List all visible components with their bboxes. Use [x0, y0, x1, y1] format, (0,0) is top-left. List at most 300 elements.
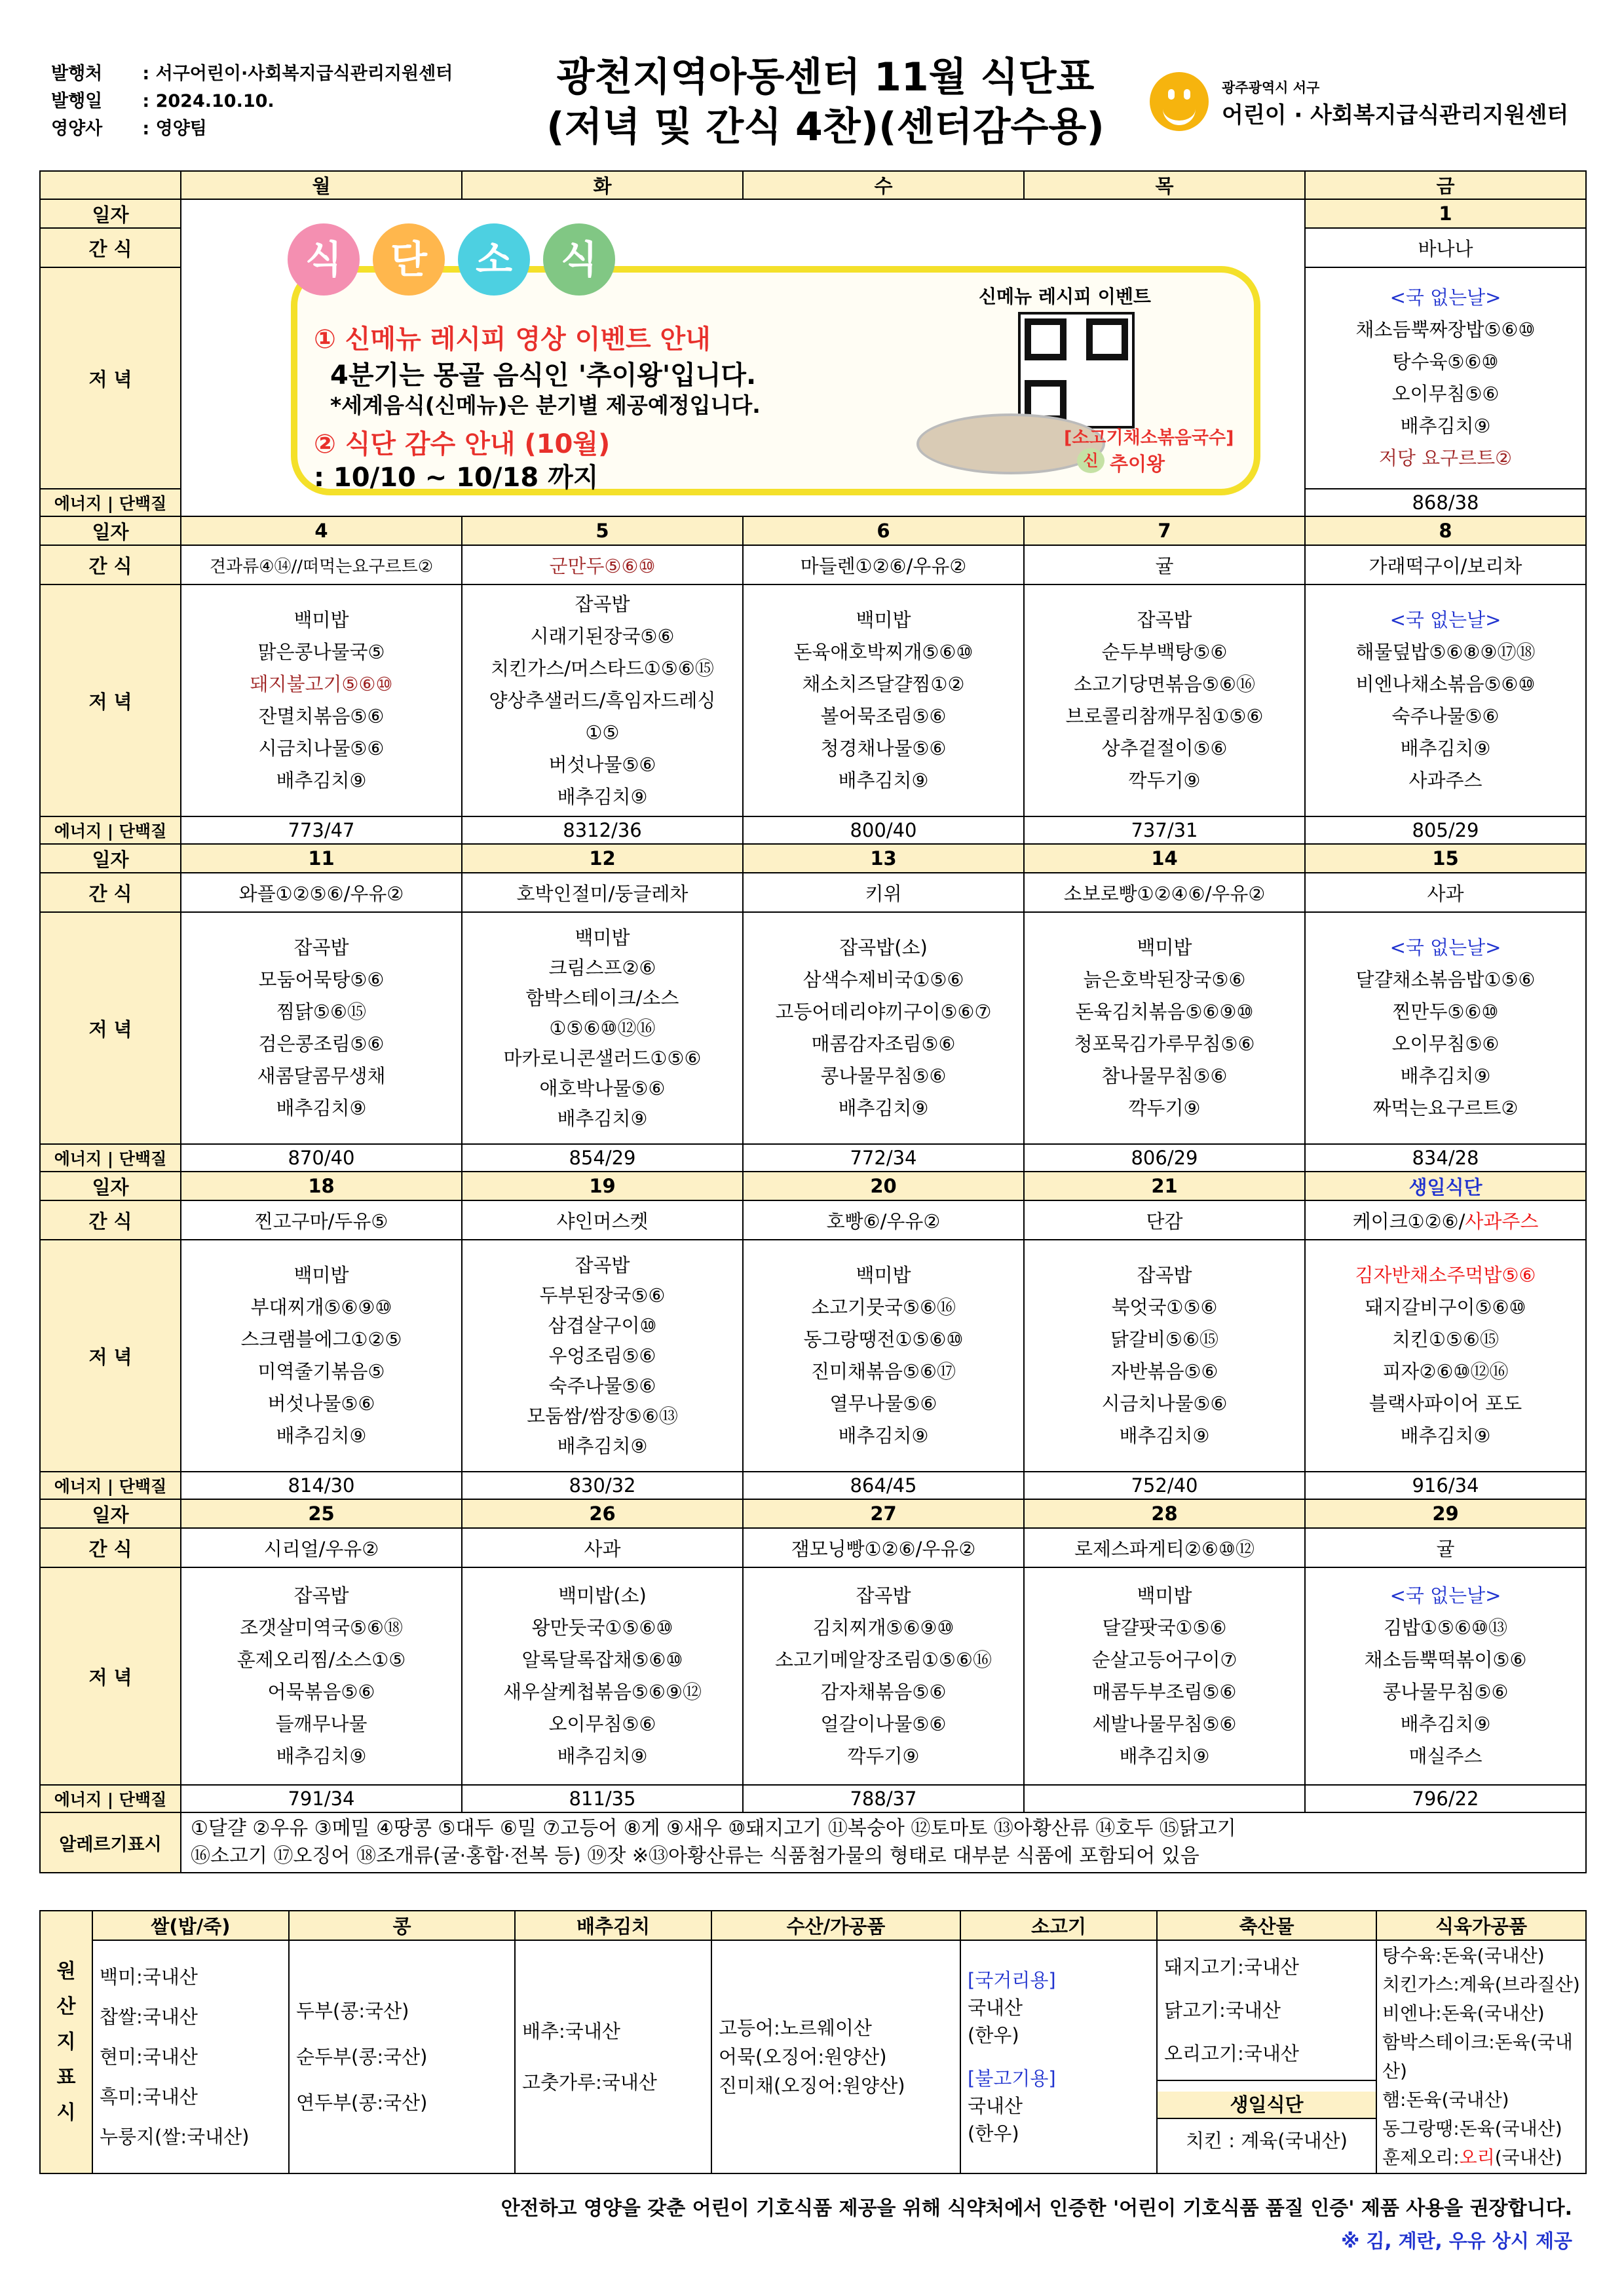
menu-item: 훈제오리찜/소스①⑤ [236, 1649, 406, 1671]
origin-processed: 탕수육:돈육(국내산) 치킨가스:계육(브라질산) 비엔나:돈육(국내산) 함박스테이크:돈육(국내산) 햄:돈육(국내산) 동그랑땡:돈육(국내산) 훈제오리:오리(국내산) [1376, 1940, 1586, 2173]
menu-item: 버섯나물⑤⑥ [267, 1392, 375, 1415]
menu-item: 모둠어묵탕⑤⑥ [258, 968, 385, 991]
menu-item: 상추겉절이⑤⑥ [1101, 737, 1228, 759]
energy-cell: 791/34 [181, 1785, 462, 1812]
energy-cell: 864/45 [743, 1472, 1024, 1499]
energy-cell: 773/47 [181, 816, 462, 844]
page-title [504, 52, 1146, 152]
w1-fri-dinner [1305, 267, 1586, 489]
menu-item: 배추김치⑨ [1400, 1425, 1491, 1447]
menu-item: 소고기당면볶음⑤⑥⑯ [1073, 673, 1256, 695]
allergy-line1: ①달걀 ②우유 ③메밀 ④땅콩 ⑤대두 ⑥밀 ⑦고등어 ⑧게 ⑨새우 ⑩돼지고기 ⑪복숭아 ⑫토마토 ⑬아황산류 ⑭호두 ⑮닭고기 [191, 1817, 1236, 1840]
qr-title: 신메뉴 레시피 이벤트 [979, 286, 1151, 307]
menu-item: 배추김치⑨ [557, 1107, 648, 1130]
energy-cell: 800/40 [743, 816, 1024, 844]
menu-item: 매콤감자조림⑤⑥ [811, 1033, 956, 1055]
dinner-cell [1305, 912, 1586, 1144]
menu-item: 숙주나물⑤⑥ [548, 1375, 656, 1397]
menu-item: 김자반채소주먹밥⑤⑥ [1355, 1264, 1536, 1286]
menu-item: 돈육김치볶음⑤⑥⑨⑩ [1075, 1001, 1254, 1023]
menu-item: 돼지불고기⑤⑥⑩ [250, 673, 393, 695]
menu-item: 백미밥(소) [558, 1584, 647, 1607]
menu-item: 오이무침⑤⑥ [548, 1713, 656, 1735]
menu-item: 백미밥 [1137, 936, 1192, 959]
menu-item: 시금치나물⑤⑥ [1101, 1392, 1228, 1415]
dietitian: 영양팀 [155, 119, 207, 139]
menu-item: 배추김치⑨ [557, 1745, 648, 1767]
energy-label: 에너지 | 단백질 [40, 816, 181, 844]
origin-header: 수산/가공품 [711, 1911, 960, 1940]
dinner-label: 저 녁 [40, 584, 181, 816]
date-cell: 8 [1305, 516, 1586, 545]
menu-item: 잡곡밥 [575, 592, 630, 615]
footer-notice: 안전하고 영양을 갖춘 어린이 기호식품 제공을 위해 식약처에서 인증한 '어린이 기호식품 품질 인증' 제품 사용을 권장합니다. [500, 2197, 1572, 2220]
balloon-2: 단 [373, 223, 445, 296]
snack-cell: 소보로빵①②④⑥/우유② [1024, 873, 1305, 912]
dinner-cell [181, 912, 462, 1144]
birthday-label: 생일식단 [1158, 2092, 1376, 2119]
menu-item: 배추김치⑨ [1400, 1065, 1491, 1087]
menu-item: 어묵볶음⑤⑥ [267, 1681, 375, 1703]
menu-item: 배추김치⑨ [1400, 737, 1491, 759]
menu-item: 비엔나채소볶음⑤⑥⑩ [1355, 673, 1536, 695]
energy-cell: 772/34 [743, 1144, 1024, 1172]
date-cell: 15 [1305, 844, 1586, 873]
snack-cell: 호박인절미/둥글레차 [462, 873, 743, 912]
logo-line2: 어린이 · 사회복지급식관리지원센터 [1222, 102, 1569, 128]
week5-energy-row [40, 1785, 1586, 1812]
menu-item: 함박스테이크/소스 [525, 987, 679, 1009]
week3-dinner-row [40, 912, 1586, 1144]
menu-item: 잡곡밥 [575, 1254, 630, 1276]
menu-item: 검은콩조림⑤⑥ [258, 1033, 385, 1055]
week5-dinner-row [40, 1567, 1586, 1785]
origin-side-label: 원산지표시 [40, 1911, 92, 2173]
w1-fri-snack: 바나나 [1305, 228, 1586, 267]
dinner-cell [1024, 1567, 1305, 1785]
menu-item: 채소듬뿍짜장밥⑤⑥⑩ [1355, 318, 1536, 341]
date-cell: 25 [181, 1499, 462, 1528]
menu-item: 소고기뭇국⑤⑥⑯ [810, 1296, 956, 1318]
date-cell-birthday: 생일식단 [1305, 1172, 1586, 1200]
menu-item: 두부된장국⑤⑥ [539, 1284, 666, 1307]
smile-logo-icon [1150, 72, 1209, 131]
dinner-cell [743, 584, 1024, 816]
menu-item: 감자채볶음⑤⑥ [820, 1681, 947, 1703]
menu-item: 삼색수제비국①⑤⑥ [803, 968, 964, 991]
menu-item: 오이무침⑤⑥ [1391, 383, 1500, 405]
origin-header: 쌀(밥/죽) [92, 1911, 289, 1940]
origin-birthday [1157, 2080, 1376, 2173]
origin-rice: 백미:국내산 찹쌀:국내산 현미:국내산 흑미:국내산 누룽지(쌀:국내산) [92, 1940, 289, 2173]
menu-item: 저당 요구르트② [1378, 447, 1513, 469]
menu-item: 진미채볶음⑤⑥⑰ [810, 1360, 956, 1383]
dietitian-row: 영양사 : 영양팀 [51, 115, 453, 143]
w1-fri-date: 1 [1305, 199, 1586, 228]
snack-cell: 호빵⑥/우유② [743, 1200, 1024, 1240]
energy-cell: 806/29 [1024, 1144, 1305, 1172]
menu-item: 배추김치⑨ [276, 1097, 367, 1119]
week5-date-row [40, 1499, 1586, 1528]
menu-item: 시래기된장국⑤⑥ [530, 624, 675, 647]
menu-item: 백미밥 [575, 927, 630, 949]
energy-cell: 834/28 [1305, 1144, 1586, 1172]
day-header-row [40, 171, 1586, 199]
menu-item: 자반볶음⑤⑥ [1110, 1360, 1218, 1383]
snack-cell: 마들렌①②⑥/우유② [743, 545, 1024, 584]
menu-item: 잡곡밥 [1137, 1264, 1192, 1286]
dinner-cell [462, 1240, 743, 1472]
energy-label: 에너지 | 단백질 [40, 1785, 181, 1812]
energy-cell: 916/34 [1305, 1472, 1586, 1499]
menu-item: 얼갈이나물⑤⑥ [820, 1713, 947, 1735]
menu-item: 블랙사파이어 포도 [1369, 1392, 1522, 1415]
menu-item: 열무나물⑤⑥ [829, 1392, 937, 1415]
menu-table [39, 170, 1587, 1873]
logo-line1: 광주광역시 서구 [1222, 80, 1320, 96]
menu-item: 채소듬뿍떡볶이⑤⑥ [1364, 1649, 1527, 1671]
origin-header: 소고기 [960, 1911, 1157, 1940]
issue-date: 2024.10.10. [155, 91, 274, 111]
origin-table [39, 1910, 1587, 2174]
snack-cell: 시리얼/우유② [181, 1528, 462, 1567]
menu-item: 숙주나물⑤⑥ [1391, 705, 1500, 727]
menu-item: 배추김치⑨ [1400, 1713, 1491, 1735]
new-badge: 신 [1077, 448, 1105, 473]
dietitian-label: 영양사 [51, 119, 103, 139]
dinner-cell [1305, 1240, 1586, 1472]
dinner-cell [1024, 584, 1305, 816]
balloon-4: 식 [543, 223, 615, 296]
day-fri: 금 [1305, 171, 1586, 199]
snack-cell: 사과 [1305, 873, 1586, 912]
menu-item: 탕수육⑤⑥⑩ [1392, 351, 1499, 373]
dish-name2: 추이왕 [1110, 453, 1165, 475]
menu-item: 마카로니콘샐러드①⑤⑥ [503, 1047, 702, 1069]
menu-item: <국 없는날> [1389, 936, 1501, 959]
menu-item: 매실주스 [1408, 1745, 1482, 1767]
day-thu: 목 [1024, 171, 1305, 199]
dinner-cell [462, 584, 743, 816]
menu-item: 부대찌개⑤⑥⑨⑩ [250, 1296, 392, 1318]
date-cell: 20 [743, 1172, 1024, 1200]
energy-cell: 814/30 [181, 1472, 462, 1499]
menu-item: 순두부백탕⑤⑥ [1101, 641, 1228, 663]
dinner-cell [181, 584, 462, 816]
menu-item: 배추김치⑨ [1119, 1745, 1210, 1767]
menu-item: 콩나물무침⑤⑥ [1382, 1681, 1509, 1703]
menu-item: 김치찌개⑤⑥⑨⑩ [812, 1617, 954, 1639]
menu-item: 새우살케첩볶음⑤⑥⑨⑫ [502, 1681, 702, 1703]
snack-cell: 샤인머스켓 [462, 1200, 743, 1240]
dinner-cell [743, 1240, 1024, 1472]
week2-dinner-row [40, 584, 1586, 816]
menu-item: 치킨①⑤⑥⑮ [1391, 1328, 1500, 1350]
origin-header: 배추김치 [515, 1911, 711, 1940]
menu-item: 알록달록잡채⑤⑥⑩ [521, 1649, 683, 1671]
menu-item: 해물덮밥⑤⑥⑧⑨⑰⑱ [1355, 641, 1536, 663]
snack-cell: 귤 [1305, 1528, 1586, 1567]
menu-item: 깍두기⑨ [1128, 769, 1201, 792]
week2-date-row [40, 516, 1586, 545]
day-wed: 수 [743, 171, 1024, 199]
dinner-label: 저 녁 [40, 1240, 181, 1472]
menu-item: 백미밥 [856, 1264, 911, 1286]
menu-item: 피자②⑥⑩⑫⑯ [1382, 1360, 1509, 1383]
corner-cell [40, 171, 181, 199]
menu-item: 브로콜리참깨무침①⑤⑥ [1065, 705, 1264, 727]
date-label: 일자 [40, 516, 181, 545]
date-label: 일자 [40, 199, 181, 228]
date-cell: 26 [462, 1499, 743, 1528]
date-cell: 11 [181, 844, 462, 873]
notice-banner [232, 223, 1254, 492]
dinner-cell [743, 1567, 1024, 1785]
snack-label: 간 식 [40, 228, 181, 267]
dinner-cell [462, 912, 743, 1144]
menu-item: 새콤달콤무생채 [257, 1065, 386, 1087]
menu-item: <국 없는날> [1389, 609, 1501, 631]
energy-cell [1024, 1785, 1305, 1812]
menu-item: 삼겹살구이⑩ [548, 1314, 657, 1337]
origin-header: 콩 [289, 1911, 515, 1940]
menu-item: 잔멸치볶음⑤⑥ [258, 705, 385, 727]
menu-item: 매콤두부조림⑤⑥ [1092, 1681, 1237, 1703]
origin-livestock: 돼지고기:국내산 닭고기:국내산 오리고기:국내산 [1157, 1940, 1376, 2080]
menu-item: 시금치나물⑤⑥ [258, 737, 385, 759]
snack-label: 간 식 [40, 545, 181, 584]
origin-header: 축산물 [1157, 1911, 1376, 1940]
publisher-info [51, 60, 453, 143]
energy-cell: 8312/36 [462, 816, 743, 844]
menu-item: 배추김치⑨ [557, 785, 648, 808]
snack-cell: 키위 [743, 873, 1024, 912]
date-cell: 19 [462, 1172, 743, 1200]
issuer-row: 발행처 : 서구어린이·사회복지급식관리지원센터 [51, 60, 453, 88]
date-label: 일자 [40, 1172, 181, 1200]
menu-item: 스크램블에그①②⑤ [240, 1328, 402, 1350]
date-label: 일자 [40, 1499, 181, 1528]
dinner-cell [1024, 912, 1305, 1144]
menu-item: 들깨무나물 [275, 1713, 368, 1735]
menu-item: 오이무침⑤⑥ [1391, 1033, 1500, 1055]
date-cell: 29 [1305, 1499, 1586, 1528]
date-cell: 21 [1024, 1172, 1305, 1200]
snack-label: 간 식 [40, 1200, 181, 1240]
week5-snack-row [40, 1528, 1586, 1567]
day-mon: 월 [181, 171, 462, 199]
birthday-origin: 치킨 : 계육(국내산) [1186, 2130, 1348, 2152]
menu-item: 세발나물무침⑤⑥ [1092, 1713, 1237, 1735]
allergy-note [181, 1812, 1586, 1873]
origin-header-row [40, 1911, 1586, 1940]
menu-item: 달걀팟국①⑤⑥ [1102, 1617, 1227, 1639]
menu-item: 콩나물무침⑤⑥ [820, 1065, 947, 1087]
menu-item: 우엉조림⑤⑥ [548, 1345, 656, 1367]
date-cell: 7 [1024, 516, 1305, 545]
date-label: 일자 [40, 844, 181, 873]
menu-item: 돼지갈비구이⑤⑥⑩ [1365, 1296, 1526, 1318]
title-line1: 광천지역아동센터 11월 식단표 [556, 54, 1095, 100]
menu-item: 김밥①⑤⑥⑩⑬ [1383, 1617, 1508, 1639]
energy-label: 에너지 | 단백질 [40, 489, 181, 516]
menu-item: 버섯나물⑤⑥ [548, 753, 656, 776]
menu-item: 돈육애호박찌개⑤⑥⑩ [793, 641, 973, 663]
dinner-label: 저 녁 [40, 267, 181, 489]
issuer: 서구어린이·사회복지급식관리지원센터 [155, 64, 453, 84]
date-cell: 4 [181, 516, 462, 545]
energy-cell: 870/40 [181, 1144, 462, 1172]
dinner-cell [462, 1567, 743, 1785]
menu-item: 배추김치⑨ [557, 1435, 648, 1457]
banner-line2: 4분기는 몽골 음식인 '추이왕'입니다. [330, 360, 757, 391]
menu-item: 잡곡밥 [293, 936, 349, 959]
snack-cell: 단감 [1024, 1200, 1305, 1240]
banner-line3: *세계음식(신메뉴)은 분기별 제공예정입니다. [330, 392, 761, 418]
menu-item: 순살고등어구이⑦ [1091, 1649, 1237, 1671]
dinner-label: 저 녁 [40, 912, 181, 1144]
title-line2: (저녁 및 간식 4찬)(센터감수용) [546, 104, 1105, 150]
energy-cell: 788/37 [743, 1785, 1024, 1812]
menu-item: 찐만두⑤⑥⑩ [1392, 1001, 1499, 1023]
menu-item: 소고기메알장조림①⑤⑥⑯ [774, 1649, 992, 1671]
menu-item: 청경채나물⑤⑥ [820, 737, 947, 759]
origin-bean: 두부(콩:국산) 순두부(콩:국산) 연두부(콩:국산) [289, 1940, 515, 2173]
dinner-cell [181, 1240, 462, 1472]
week3-snack-row [40, 873, 1586, 912]
menu-item: 양상추샐러드/흑임자드레싱 [489, 689, 716, 712]
week2-energy-row [40, 816, 1586, 844]
date-cell: 5 [462, 516, 743, 545]
week3-date-row [40, 844, 1586, 873]
energy-label: 에너지 | 단백질 [40, 1472, 181, 1499]
snack-cell: 잼모닝빵①②⑥/우유② [743, 1528, 1024, 1567]
menu-item: 짜먹는요구르트② [1372, 1097, 1519, 1119]
menu-item: 배추김치⑨ [276, 1745, 367, 1767]
menu-item: 채소치즈달걀찜①② [802, 673, 965, 695]
date-label: 발행일 [51, 91, 103, 111]
menu-item: 배추김치⑨ [1400, 415, 1491, 437]
dish-name: [소고기채소볶음국수] [1064, 428, 1234, 448]
menu-item: 잡곡밥 [293, 1584, 349, 1607]
menu-item: 잡곡밥 [856, 1584, 911, 1607]
snack-cell: 로제스파게티②⑥⑩⑫ [1024, 1528, 1305, 1567]
menu-item: <국 없는날> [1389, 1584, 1501, 1607]
date-cell: 6 [743, 516, 1024, 545]
banner-line5: : 10/10 ~ 10/18 까지 [314, 463, 599, 493]
week3-energy-row [40, 1144, 1586, 1172]
menu-item: 조갯살미역국⑤⑥⑱ [239, 1617, 404, 1639]
dinner-cell [1305, 1567, 1586, 1785]
menu-item: 사과주스 [1408, 769, 1482, 792]
date-row: 발행일 : 2024.10.10. [51, 88, 453, 115]
date-cell: 12 [462, 844, 743, 873]
menu-item: 애호박나물⑤⑥ [539, 1077, 666, 1100]
energy-cell: 796/22 [1305, 1785, 1586, 1812]
w1-fri-energy: 868/38 [1305, 489, 1586, 516]
week1-date-row [40, 199, 1586, 228]
dinner-cell [743, 912, 1024, 1144]
date-cell: 27 [743, 1499, 1024, 1528]
energy-cell: 737/31 [1024, 816, 1305, 844]
snack-cell: 가래떡구이/보리차 [1305, 545, 1586, 584]
dinner-cell [181, 1567, 462, 1785]
banner-line1: ① 신메뉴 레시피 영상 이벤트 안내 [314, 324, 711, 354]
menu-item: 깍두기⑨ [847, 1745, 920, 1767]
menu-item: 찜닭⑤⑥⑮ [276, 1001, 367, 1023]
snack-cell: 케이크①②⑥/사과주스 [1305, 1200, 1586, 1240]
menu-item: 배추김치⑨ [1119, 1425, 1210, 1447]
menu-item: 백미밥 [856, 609, 911, 631]
menu-item: 늙은호박된장국⑤⑥ [1083, 968, 1246, 991]
menu-item: ①⑤⑥⑩⑫⑯ [549, 1017, 656, 1039]
energy-cell: 854/29 [462, 1144, 743, 1172]
snack-cell: 견과류④⑭//떠먹는요구르트② [181, 545, 462, 584]
date-cell: 13 [743, 844, 1024, 873]
center-logo [1150, 66, 1576, 144]
menu-item: 닭갈비⑤⑥⑮ [1110, 1328, 1219, 1350]
week4-dinner-row [40, 1240, 1586, 1472]
footer-always: ※ 김, 계란, 우유 상시 제공 [1341, 2230, 1572, 2252]
snack-cell: 군만두⑤⑥⑩ [462, 545, 743, 584]
menu-item: 모둠쌈/쌈장⑤⑥⑬ [527, 1405, 678, 1427]
menu-item: 배추김치⑨ [276, 1425, 367, 1447]
date-cell: 28 [1024, 1499, 1305, 1528]
balloon-3: 소 [458, 223, 530, 296]
menu-item: 왕만둣국①⑤⑥⑩ [531, 1617, 673, 1639]
menu-item: 깍두기⑨ [1128, 1097, 1201, 1119]
qr-code-icon[interactable] [1018, 312, 1135, 429]
energy-cell: 830/32 [462, 1472, 743, 1499]
menu-item: 배추김치⑨ [838, 1097, 929, 1119]
dinner-label: 저 녁 [40, 1567, 181, 1785]
week2-snack-row [40, 545, 1586, 584]
menu-item: 배추김치⑨ [838, 1425, 929, 1447]
snack-label: 간 식 [40, 873, 181, 912]
banner-line4: ② 식단 감수 안내 (10월) [314, 429, 611, 459]
energy-cell: 805/29 [1305, 816, 1586, 844]
origin-seafood: 고등어:노르웨이산 어묵(오징어:원양산) 진미채(오징어:원양산) [711, 1940, 960, 2173]
menu-item: 미역줄기볶음⑤ [257, 1360, 385, 1383]
allergy-row [40, 1812, 1586, 1873]
week4-snack-row [40, 1200, 1586, 1240]
menu-item: 잡곡밥(소) [839, 936, 928, 959]
energy-cell: 752/40 [1024, 1472, 1305, 1499]
dinner-cell [1024, 1240, 1305, 1472]
menu-item: 배추김치⑨ [838, 769, 929, 792]
menu-item: ①⑤ [585, 721, 620, 744]
menu-item: 백미밥 [1137, 1584, 1192, 1607]
snack-cell: 와플①②⑤⑥/우유② [181, 873, 462, 912]
snack-cell: 사과 [462, 1528, 743, 1567]
snack-label: 간 식 [40, 1528, 181, 1567]
week4-energy-row [40, 1472, 1586, 1499]
energy-label: 에너지 | 단백질 [40, 1144, 181, 1172]
snack-cell: 귤 [1024, 545, 1305, 584]
notice-banner-cell [181, 199, 1305, 516]
date-cell: 18 [181, 1172, 462, 1200]
menu-item: 잡곡밥 [1137, 609, 1192, 631]
allergy-line2: ⑯소고기 ⑰오징어 ⑱조개류(굴·홍합·전복 등) ⑲잣 ※⑬아황산류는 식품첨가물의 형태로 대부분 식품에 포함되어 있음 [191, 1845, 1199, 1867]
issuer-label: 발행처 [51, 64, 103, 84]
balloon-1: 식 [288, 223, 360, 296]
menu-item: 볼어묵조림⑤⑥ [820, 705, 947, 727]
day-tue: 화 [462, 171, 743, 199]
origin-header: 식육가공품 [1376, 1911, 1586, 1940]
snack-cell: 찐고구마/두유⑤ [181, 1200, 462, 1240]
menu-item: 백미밥 [293, 1264, 349, 1286]
menu-item: 맑은콩나물국⑤ [257, 641, 385, 663]
